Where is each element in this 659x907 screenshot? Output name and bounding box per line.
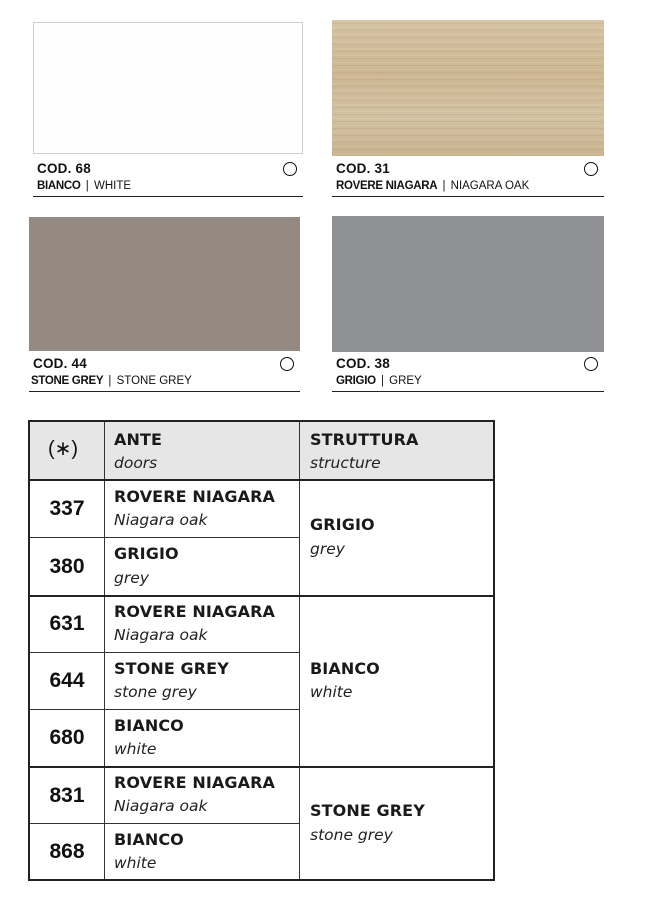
name-italian: BIANCO	[37, 180, 81, 192]
name-separator: |	[108, 375, 112, 387]
header-divider	[30, 479, 493, 481]
caption-underline	[29, 391, 300, 392]
asterisk-marker: (∗)	[48, 438, 79, 460]
swatch-code: COD. 68	[37, 161, 91, 176]
door-name-sub: Niagara oak	[114, 797, 208, 815]
name-english: WHITE	[93, 180, 132, 192]
select-radio-31[interactable]	[584, 162, 598, 176]
swatch-code: COD. 44	[33, 356, 87, 371]
structure-name: BIANCO	[310, 659, 380, 678]
structure-name-sub: white	[310, 683, 353, 701]
color-swatch-grey	[332, 216, 604, 352]
door-name: STONE GREY	[114, 659, 229, 678]
name-italian: ROVERE NIAGARA	[336, 180, 438, 192]
select-radio-44[interactable]	[280, 357, 294, 371]
column-divider	[104, 422, 105, 879]
row-code: 337	[49, 497, 85, 520]
swatch-card-44	[29, 217, 300, 393]
door-name-sub: grey	[114, 569, 149, 587]
row-code: 680	[49, 726, 85, 749]
header-structure: STRUTTURA	[310, 430, 419, 449]
row-divider	[30, 823, 299, 824]
select-radio-38[interactable]	[584, 357, 598, 371]
row-code: 644	[49, 669, 85, 692]
group-divider	[30, 766, 493, 768]
door-name: GRIGIO	[114, 544, 179, 563]
column-divider	[299, 422, 300, 879]
row-code: 631	[49, 612, 85, 635]
caption-underline	[332, 391, 604, 392]
swatch-card-68	[33, 22, 303, 197]
door-name: BIANCO	[114, 716, 184, 735]
swatch-card-31	[332, 20, 604, 197]
swatch-names	[31, 375, 192, 387]
door-name-sub: Niagara oak	[114, 511, 208, 529]
header-doors-sub: doors	[114, 454, 158, 472]
row-code: 380	[49, 555, 85, 578]
name-separator: |	[442, 180, 446, 192]
caption-underline	[332, 196, 604, 197]
door-name-sub: Niagara oak	[114, 626, 208, 644]
name-english: NIAGARA OAK	[450, 180, 530, 192]
swatch-card-38	[332, 216, 604, 393]
color-swatch-stone-grey	[29, 217, 300, 351]
color-swatch-white	[33, 22, 303, 154]
swatch-names	[37, 180, 131, 192]
swatch-code: COD. 38	[336, 356, 390, 371]
name-italian: STONE GREY	[31, 375, 104, 387]
door-name: ROVERE NIAGARA	[114, 773, 275, 792]
structure-name-sub: stone grey	[310, 826, 393, 844]
name-separator: |	[85, 180, 89, 192]
swatch-code: COD. 31	[336, 161, 390, 176]
door-name-sub: white	[114, 854, 157, 872]
row-divider	[30, 652, 299, 653]
swatch-names	[336, 180, 529, 192]
group-divider	[30, 595, 493, 597]
name-english: STONE GREY	[116, 375, 192, 387]
row-divider	[30, 537, 299, 538]
structure-name: STONE GREY	[310, 801, 425, 820]
name-italian: GRIGIO	[336, 375, 376, 387]
name-english: GREY	[389, 375, 422, 387]
color-swatch-niagara-oak	[332, 20, 604, 156]
name-separator: |	[380, 375, 384, 387]
door-name-sub: white	[114, 740, 157, 758]
row-code: 868	[49, 840, 85, 863]
structure-name-sub: grey	[310, 540, 345, 558]
row-divider	[30, 709, 299, 710]
door-name: ROVERE NIAGARA	[114, 487, 275, 506]
caption-underline	[33, 196, 303, 197]
select-radio-68[interactable]	[283, 162, 297, 176]
door-name-sub: stone grey	[114, 683, 197, 701]
header-doors: ANTE	[114, 430, 163, 449]
structure-name: GRIGIO	[310, 515, 375, 534]
combination-table	[28, 420, 495, 881]
door-name: ROVERE NIAGARA	[114, 602, 275, 621]
header-structure-sub: structure	[310, 454, 381, 472]
table-header	[30, 422, 493, 479]
swatch-names	[336, 375, 422, 387]
row-code: 831	[49, 784, 85, 807]
door-name: BIANCO	[114, 830, 184, 849]
